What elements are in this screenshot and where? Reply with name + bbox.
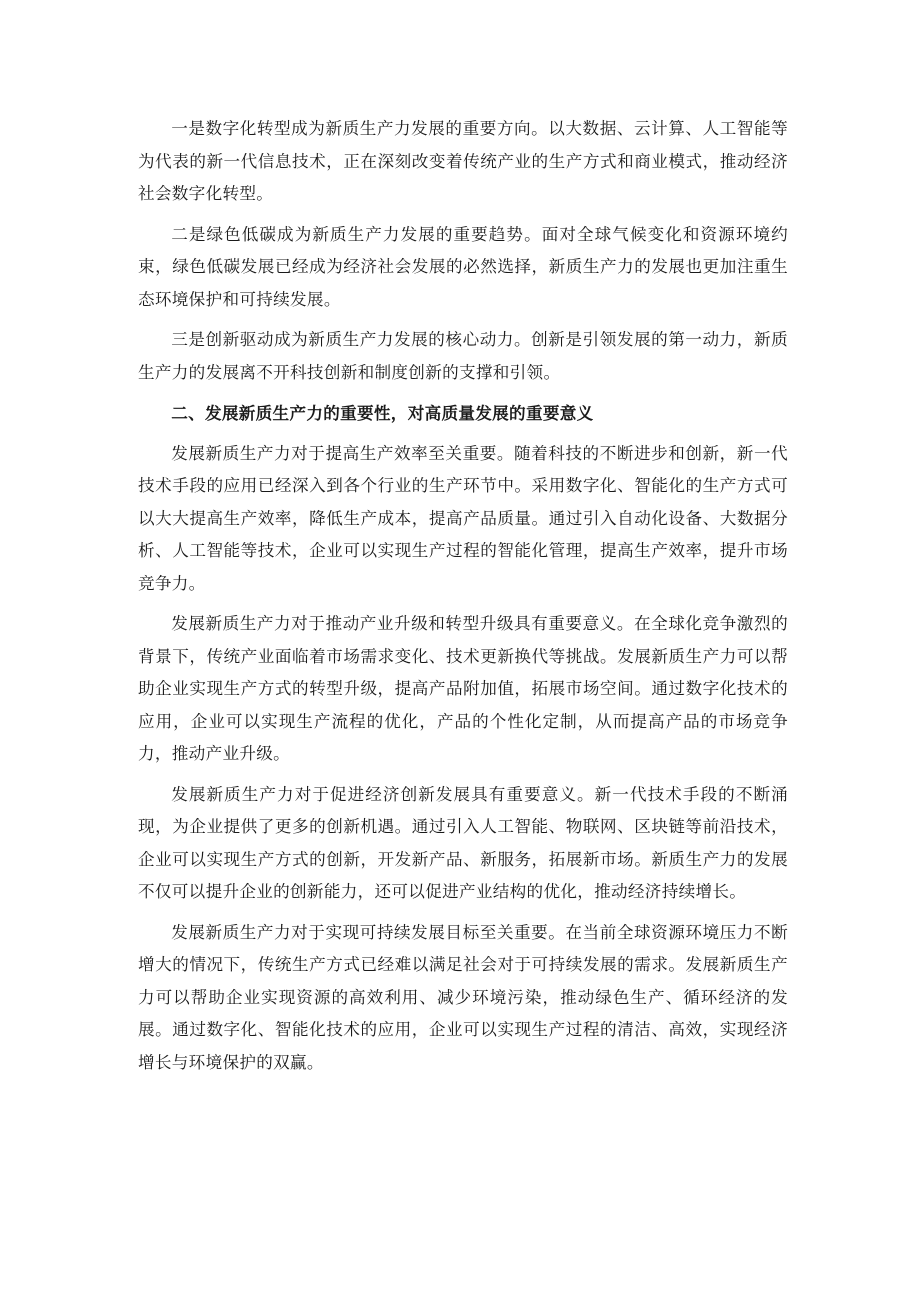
paragraph-sustainable-development: 发展新质生产力对于实现可持续发展目标至关重要。在当前全球资源环境压力不断增大的情况下，传统生产方式已经难以满足社会对于可持续发展的需求。发展新质生产力可以帮助企业实现资源的高效利用、减少环境污染，推动绿色生产、循环经济的发展。通过数字化、智能化技术的应用，企业可以实现生产过程的清洁、高效，实现经济增长与环境保护的双赢。 xyxy=(138,922,788,1072)
paragraph-green-low-carbon: 二是绿色低碳成为新质生产力发展的重要趋势。面对全球气候变化和资源环境约束，绿色低碳发展已经成为经济社会发展的必然选择，新质生产力的发展也更加注重生态环境保护和可持续发展。 xyxy=(138,224,788,309)
paragraph-economic-innovation: 发展新质生产力对于促进经济创新发展具有重要意义。新一代技术手段的不断涌现，为企业提供了更多的创新机遇。通过引入人工智能、物联网、区块链等前沿技术，企业可以实现生产方式的创新，开发新产品、新服务，拓展新市场。新质生产力的发展不仅可以提升企业的创新能力，还可以促进产业结构的优化，推动经济持续增长。 xyxy=(138,784,788,901)
paragraph-innovation-driven: 三是创新驱动成为新质生产力发展的核心动力。创新是引领发展的第一动力，新质生产力的发展离不开科技创新和制度创新的支撑和引领。 xyxy=(138,330,788,382)
paragraph-industrial-upgrade: 发展新质生产力对于推动产业升级和转型升级具有重要意义。在全球化竞争激烈的背景下，传统产业面临着市场需求变化、技术更新换代等挑战。发展新质生产力可以帮助企业实现生产方式的转型升级，提高产品附加值，拓展市场空间。通过数字化技术的应用，企业可以实现生产流程的优化，产品的个性化定制，从而提高产品的市场竞争力，推动产业升级。 xyxy=(138,614,788,763)
paragraph-production-efficiency: 发展新质生产力对于提高生产效率至关重要。随着科技的不断进步和创新，新一代技术手段的应用已经深入到各个行业的生产环节中。采用数字化、智能化的生产方式可以大大提高生产效率，降低生产成本，提高产品质量。通过引入自动化设备、大数据分析、人工智能等技术，企业可以实现生产过程的智能化管理，提高生产效率，提升市场竞争力。 xyxy=(138,443,788,593)
document-body xyxy=(138,113,788,1087)
section-heading: 二、发展新质生产力的重要性，对高质量发展的重要意义 xyxy=(171,403,594,423)
paragraph-digital-transformation: 一是数字化转型成为新质生产力发展的重要方向。以大数据、云计算、人工智能等为代表的新一代信息技术，正在深刻改变着传统产业的生产方式和商业模式，推动经济社会数字化转型。 xyxy=(138,119,788,203)
